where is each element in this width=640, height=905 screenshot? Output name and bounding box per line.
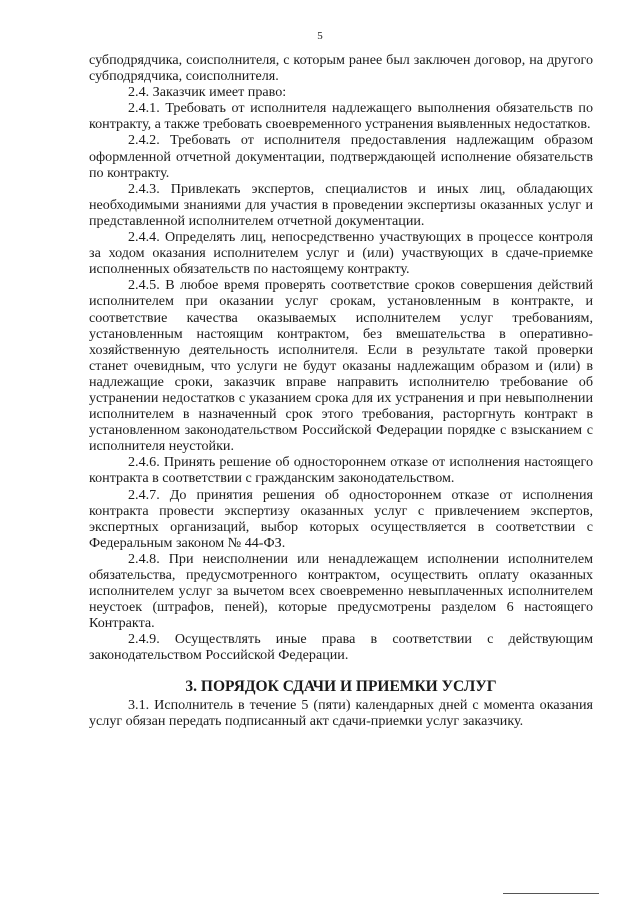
paragraph: 2.4.5. В любое время проверять соответствие сроков совершения действий исполнителем при оказании услуг срокам, установленным в контракте, и соответствие качества оказываемых исполнителем услуг требованиям, установленным настоящим контрактом, без вмешательства в оперативно-хозяйственную деятельность исполнителя. Если в результате такой проверки станет очевидным, что услуги не будут оказаны надлежащим образом и (или) в надлежащие сроки, заказчик вправе направить исполнителю требование об устранении недостатков с указанием срока для их устранения и при невыполнении исполнителем в назначенный срок этого требования, расторгнуть контракт в установленном законодательством Российской Федерации порядке с взысканием с исполнителя неустойки. xyxy=(89,277,593,455)
paragraph: 2.4.7. До принятия решения об одностороннем отказе от исполнения контракта провести экспертизу оказанных услуг с привлечением экспертов, экспертных организаций, выбор которых осуществляется в соответствии с Федеральным законом № 44-ФЗ. xyxy=(89,486,593,551)
paragraph: 2.4.3. Привлекать экспертов, специалистов и иных лиц, обладающих необходимыми знаниями для участия в проведении экспертизы оказанных услуг и представленной исполнителем отчетной документации. xyxy=(89,180,593,229)
paragraph: 2.4.1. Требовать от исполнителя надлежащего выполнения обязательств по контракту, а также требовать своевременного устранения выявленных недостатков. xyxy=(89,100,593,133)
paragraph: субподрядчика, соисполнителя, с которым ранее был заключен договор, на другого субподрядчика, соисполнителя. xyxy=(89,52,593,85)
paragraph: 3.1. Исполнитель в течение 5 (пяти) календарных дней с момента оказания услуг обязан передать подписанный акт сдачи-приемки услуг заказчику. xyxy=(89,696,593,729)
paragraph: 2.4.8. При неисполнении или ненадлежащем исполнении исполнителем обязательства, предусмотренного контрактом, осуществить оплату оказанных исполнителем услуг за вычетом всех своевременно невыплаченных исполнителем неустоек (штрафов, пеней), которые предусмотрены разделом 6 настоящего Контракта. xyxy=(89,550,593,632)
page-number: 5 xyxy=(317,30,323,42)
footer-rule xyxy=(503,893,599,894)
paragraph: 2.4.4. Определять лиц, непосредственно участвующих в процессе контроля за ходом оказания исполнителем услуг и (или) участвующих в сдаче-приемке исполненных обязательств по настоящему контракту. xyxy=(89,229,593,278)
paragraph: 2.4.9. Осуществлять иные права в соответствии с действующим законодательством Российской Федерации. xyxy=(89,631,593,664)
paragraph: 2.4.6. Принять решение об одностороннем отказе от исполнения настоящего контракта в соответствии с гражданским законодательством. xyxy=(89,454,593,487)
paragraph: 2.4.2. Требовать от исполнителя предоставления надлежащим образом оформленной отчетной документации, подтверждающей исполнение обязательств по контракту. xyxy=(89,132,593,181)
document-body xyxy=(89,52,593,729)
section-title: 3. ПОРЯДОК СДАЧИ И ПРИЕМКИ УСЛУГ xyxy=(185,677,497,695)
paragraph: 2.4. Заказчик имеет право: xyxy=(128,84,287,101)
